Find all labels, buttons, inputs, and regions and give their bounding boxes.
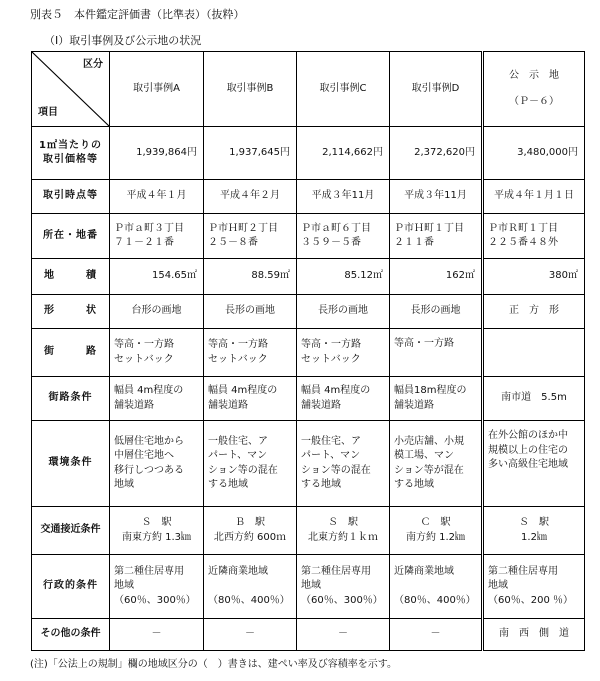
cell-line: Ｐ市ａ町３丁目 [114,222,184,234]
cell-line: 一般住宅、ア [301,435,361,447]
cell-line: ２２５番４８外 [488,237,558,248]
cell-line: Ｃ 駅 [420,517,451,528]
cell-line: 舗装道路 [301,399,341,411]
cell-other-a: － [110,619,204,651]
cell-street-b [204,329,297,377]
cell-line: Ｓ 駅 [328,517,358,528]
row-label-line: 取引価格等 [43,154,98,165]
cell-line: ション等の混在 [208,464,278,476]
cell-streetcond-a [110,377,204,421]
cell-line: 中層住宅地へ [114,450,174,461]
row-label-administrative: 行政的条件 [32,555,110,619]
corner-label-koumoku: 項目 [38,106,58,118]
cell-line: 1.2㎞ [521,531,547,543]
table-row [32,295,585,329]
table-row [32,127,585,180]
cell-date-d: 平成３年11月 [390,180,483,214]
cell-street-a [110,329,204,377]
cell-line: Ｐ市Ｈ町１丁目 [394,222,464,234]
cell-line: （60％、300％） [301,594,383,606]
row-label-other: その他の条件 [32,619,110,651]
page-title: 別表５ 本件鑑定評価書（比準表）（抜粋） [30,8,245,21]
table-row [32,180,585,214]
cell-location-a [110,214,204,259]
cell-line: ション等が混在 [394,464,464,476]
cell-other-koji: 南 西 側 道 [483,619,585,651]
cell-location-d [390,214,483,259]
cell-streetcond-koji [483,377,585,421]
cell-line: する地域 [394,479,434,490]
cell-date-koji: 平成４年１月１日 [483,180,585,214]
cell-shape-c: 長形の画地 [297,295,390,329]
cell-line: 地域 [114,580,134,592]
cell-line: Ｐ市ａ町６丁目 [301,222,371,234]
header-row [32,52,585,127]
cell-line: ３５９－５番 [301,237,361,248]
cell-line: 第二種住居専用 [488,565,558,577]
cell-area-d: 162㎡ [390,259,483,295]
cell-area-a: 154.65㎡ [110,259,204,295]
col-header-d: 取引事例D [390,52,483,127]
cell-line: 近隣商業地域 [394,565,454,577]
cell-streetcond-c [297,377,390,421]
cell-streetcond-b [204,377,297,421]
cell-line: Ｓ 駅 [141,517,172,528]
comparison-table [31,51,585,651]
row-label-price [32,127,110,180]
cell-line: 幅員 4m程度の [208,385,278,396]
cell-line: 舗装道路 [208,399,248,411]
cell-line [208,579,292,594]
cell-env-b [204,421,297,507]
cell-price-koji: 3,480,000円 [483,127,585,180]
row-label-location: 所在・地番 [32,214,110,259]
cell-shape-koji: 正 方 形 [483,295,585,329]
cell-line: する地域 [301,479,341,490]
cell-line: 規模以上の住宅の [488,444,568,456]
row-label-transport: 交通接近条件 [32,507,110,555]
koji-code: （Ｐ－６） [509,96,559,107]
cell-line: 幅員 4m程度の [114,385,184,396]
cell-line: （80％、400％） [208,594,290,606]
cell-location-koji [483,214,585,259]
cell-line: 地域 [301,580,321,592]
cell-other-c: － [297,619,390,651]
cell-line: 幅員18m程度の [394,385,467,396]
cell-line: 南市道 5.5m [501,392,567,404]
cell-line: パート、マン [208,450,268,461]
cell-price-a: 1,939,864円 [110,127,204,180]
row-label-area: 地積 [32,259,110,295]
cell-line: Ｐ市Ｒ町１丁目 [488,222,558,234]
cell-admin-koji [483,555,585,619]
cell-line: する地域 [208,479,248,490]
table-row [32,259,585,295]
cell-line: 地域 [488,580,508,592]
cell-streetcond-d [390,377,483,421]
cell-other-b: － [204,619,297,651]
cell-line: 等高・一方路 [301,339,361,350]
cell-line [394,579,477,594]
cell-price-d: 2,372,620円 [390,127,483,180]
cell-line: ７１－２１番 [114,237,174,248]
table-row [32,421,585,507]
corner-label-kubun: 区分 [83,59,103,70]
table-row [32,214,585,259]
table-row [32,507,585,555]
cell-line: （60％、300％） [114,594,196,606]
cell-env-c [297,421,390,507]
koji-title: 公 示 地 [509,69,559,81]
cell-admin-d [390,555,483,619]
row-label-line: 1㎡当たりの [39,139,102,151]
cell-admin-a [110,555,204,619]
cell-area-c: 85.12㎡ [297,259,390,295]
cell-transport-b [204,507,297,555]
cell-line: 地域 [114,479,134,490]
cell-line: 近隣商業地域 [208,565,268,577]
cell-transport-koji [483,507,585,555]
cell-line: 模工場、マン [394,450,454,461]
cell-line: 小売店舗、小規 [394,435,464,447]
cell-env-koji [483,421,585,507]
cell-line: Ｐ市Ｈ町２丁目 [208,222,278,234]
cell-other-d: － [390,619,483,651]
cell-shape-b: 長形の画地 [204,295,297,329]
row-label-street-conditions: 街路条件 [32,377,110,421]
cell-date-b: 平成４年２月 [204,180,297,214]
cell-transport-d [390,507,483,555]
cell-price-b: 1,937,645円 [204,127,297,180]
cell-line: 北東方約１ｋｍ [308,531,378,543]
table-row [32,555,585,619]
cell-line: 舗装道路 [394,399,434,411]
cell-line: 南東方約 1.3㎞ [121,531,192,543]
cell-line: 低層住宅地から [114,435,184,447]
cell-line: （80％、400％） [394,594,476,606]
cell-transport-c [297,507,390,555]
cell-area-b: 88.59㎡ [204,259,297,295]
footnote: (注)「公法上の規制」欄の地域区分の（ ）書きは、建ぺい率及び容積率を示す。 [30,659,398,670]
cell-price-c: 2,114,662円 [297,127,390,180]
col-header-koji [483,52,585,127]
cell-line: 第二種住居専用 [301,565,371,577]
cell-date-a: 平成４年１月 [110,180,204,214]
cell-street-d [390,329,483,377]
cell-area-koji: 380㎡ [483,259,585,295]
cell-line: 第二種住居専用 [114,565,184,577]
cell-location-b [204,214,297,259]
cell-line: Ｂ 駅 [235,517,265,528]
cell-line: 移行しつつある [114,464,184,476]
col-header-c: 取引事例C [297,52,390,127]
cell-line: セットバック [208,353,268,365]
row-label-street: 街路 [32,329,110,377]
row-label-date: 取引時点等 [32,180,110,214]
cell-line: セットバック [301,353,361,365]
col-header-b: 取引事例B [204,52,297,127]
row-label-shape: 形状 [32,295,110,329]
cell-line: （60％、200 ％） [488,594,573,606]
header-corner-cell [32,52,110,127]
cell-shape-a: 台形の画地 [110,295,204,329]
row-label-environment: 環境条件 [32,421,110,507]
cell-admin-c [297,555,390,619]
cell-street-c [297,329,390,377]
cell-line: セットバック [114,353,174,365]
cell-line: ション等の混在 [301,464,371,476]
cell-line: 一般住宅、ア [208,435,268,447]
cell-line: 北西方約 600ｍ [213,531,287,543]
cell-line: 舗装道路 [114,399,154,411]
cell-line: 幅員 4m程度の [301,385,371,396]
cell-line [488,345,580,360]
cell-line: 南方約 1.2㎞ [405,531,466,543]
cell-line: 多い高級住宅地域 [488,459,568,470]
cell-line: 等高・一方路 [114,339,174,350]
cell-env-a [110,421,204,507]
cell-line: Ｓ 駅 [519,517,549,528]
cell-admin-b [204,555,297,619]
cell-date-c: 平成３年11月 [297,180,390,214]
table-row [32,619,585,651]
cell-shape-d: 長形の画地 [390,295,483,329]
cell-line: 等高・一方路 [208,339,268,350]
cell-location-c [297,214,390,259]
col-header-a: 取引事例A [110,52,204,127]
cell-transport-a [110,507,204,555]
cell-line: 等高・一方路 [394,338,454,349]
cell-env-d [390,421,483,507]
cell-street-koji [483,329,585,377]
table-row [32,329,585,377]
cell-line: ２１１番 [394,237,434,248]
cell-line: パート、マン [301,450,361,461]
table-row [32,377,585,421]
cell-line: 在外公館のほか中 [488,430,568,441]
cell-line: ２５－８番 [208,237,258,248]
section-subtitle: （Ⅰ）取引事例及び公示地の状況 [44,34,202,47]
